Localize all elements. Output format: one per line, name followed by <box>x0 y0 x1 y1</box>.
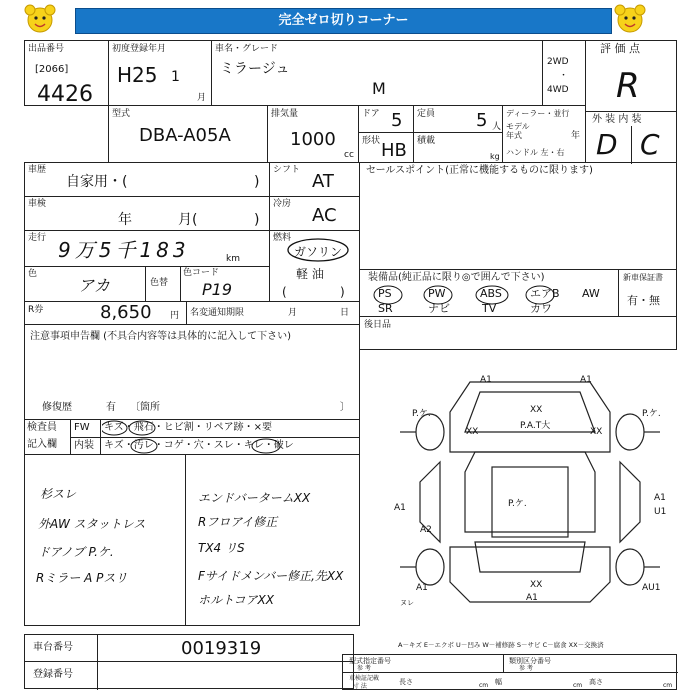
handnote-right-4: Fサイドメンバー修正,先XX <box>198 569 344 583</box>
load-label: 積載 <box>417 136 436 146</box>
fuel-paren: ( <box>282 285 287 299</box>
doors-value: 5 <box>391 110 403 131</box>
equip-abs: ABS <box>480 287 502 300</box>
handnote-right-1: エンドバータームXX <box>198 491 311 505</box>
equip-airbag: エアB <box>530 287 560 300</box>
drive-2wd: 2WD <box>547 57 569 67</box>
shift-label: シフト <box>273 165 301 175</box>
model-label: 型式 <box>112 109 131 119</box>
chassis-label: 車台番号 <box>33 642 73 653</box>
banner-title: 完全ゼロ切りコーナー <box>75 8 612 34</box>
width-unit: cm <box>573 682 583 689</box>
handnote-right-5: ホルトコアXX <box>198 593 274 607</box>
grade: M <box>372 79 386 98</box>
fuel-paren-close: ) <box>340 285 345 299</box>
warranty-value: 有・無 <box>627 294 660 307</box>
chassis-value: 0019319 <box>181 638 262 659</box>
repair-close: 〕 <box>340 402 350 413</box>
handnote-left-1: 杉スレ <box>40 487 77 501</box>
capacity-unit: 人 <box>492 122 502 132</box>
fw-row: キズ・飛石・ヒビ割・リペア跡・×要 <box>104 422 272 433</box>
shape-value: HB <box>381 140 407 161</box>
interior-label: 内装 <box>74 440 94 451</box>
displacement-value: 1000 <box>290 129 336 150</box>
color-value: アカ <box>78 276 110 295</box>
displacement-box <box>267 105 359 163</box>
inspection-year: 年 <box>118 212 132 228</box>
tax-unit: 円 <box>170 311 180 321</box>
equipment-box <box>359 269 619 317</box>
tax-label: R券 <box>28 305 44 315</box>
shape-box <box>358 132 414 163</box>
mark-a1-top-left: A1 <box>480 375 492 385</box>
sales-point-box <box>359 162 677 270</box>
legend: A－キズ E－エクボ U－凹み W－補修跡 S－サビ C－腐食 XX－交換済 <box>398 641 604 649</box>
mark-pk-fl: P.ケ. <box>412 409 431 419</box>
type-label: 型式指定番号 <box>349 657 391 665</box>
ac-value: AC <box>312 205 337 226</box>
reg-month: 1 <box>171 69 180 85</box>
handnote-left-4: Rミラー A Pスリ <box>36 571 128 585</box>
reg-year: H25 <box>117 63 158 87</box>
color-change-label: 色替 <box>150 278 169 288</box>
reg-box <box>24 661 354 689</box>
drive-4wd: 4WD <box>547 85 569 95</box>
history-label: 車歴 <box>28 165 47 175</box>
mark-pat: P.A.T大 <box>520 421 551 431</box>
chassis-box <box>24 634 354 662</box>
load-box <box>413 132 503 163</box>
cat-sub: 参 考 <box>519 665 533 672</box>
capacity-box <box>413 105 503 133</box>
notes-header: 注意事項申告欄 (不具合内容等は具体的に記入して下さい) <box>30 331 291 342</box>
expiry-month: 月 <box>288 308 298 318</box>
height-label: 高さ <box>589 678 603 686</box>
mascot-right <box>612 2 648 38</box>
warranty-box <box>618 269 677 317</box>
equip-leather: カワ <box>530 302 552 315</box>
lot-number: 4426 <box>37 82 93 107</box>
height-unit: cm <box>663 682 673 689</box>
mascot-left <box>22 2 58 38</box>
mark-xx-rear: XX <box>530 580 543 590</box>
mark-xx-hood: XX <box>530 405 543 415</box>
size-label1: 車検証記載 <box>349 675 380 682</box>
mark-xx-fl: XX <box>466 427 479 437</box>
length-label: 長さ <box>399 678 413 686</box>
model-year-label2: 年式 <box>506 131 522 140</box>
width-label: 幅 <box>495 678 502 686</box>
sales-point-header: セールスポイント(正常に機能するものに限ります) <box>366 165 593 176</box>
handnote-right-2: Rフロアイ修正 <box>198 515 278 529</box>
repair-place: 〔箇所 <box>130 402 160 413</box>
inspection-label: 車検 <box>28 199 47 209</box>
history-close: ) <box>254 174 260 190</box>
tax-value: 8,650 <box>100 302 152 323</box>
handnote-left-2: 外AW スタットレス <box>38 517 146 531</box>
lot-box <box>24 40 109 106</box>
dealer-box <box>502 105 586 163</box>
length-unit: cm <box>479 682 489 689</box>
color-code-label: 色コード <box>183 268 220 278</box>
car-name: ミラージュ <box>220 61 290 77</box>
model-value: DBA-A05A <box>139 125 231 146</box>
mark-a1-top-right: A1 <box>580 375 592 385</box>
mileage-unit: km <box>226 254 240 264</box>
mark-pk-roof: P.ケ. <box>508 499 527 509</box>
eval-box <box>585 40 677 112</box>
displacement-unit: cc <box>344 150 354 160</box>
first-reg-box <box>108 40 212 106</box>
mark-a1-right: A1 <box>654 493 666 503</box>
doors-box <box>358 105 414 133</box>
eval-label: 評 価 点 <box>600 42 640 55</box>
rear-seat-label: 後日品 <box>364 320 392 330</box>
inspection-month: 月( <box>178 212 198 228</box>
interior-row: キズ・汚レ・コゲ・穴・スレ・キレ・破レ <box>104 440 294 451</box>
inspection-close: ) <box>254 212 260 228</box>
handnotes-box <box>24 454 360 626</box>
shape-label: 形状 <box>362 136 381 146</box>
mark-au1-rr: AU1 <box>642 583 661 593</box>
ext-grade: D <box>596 128 618 161</box>
displacement-label: 排気量 <box>271 109 299 119</box>
color-label: 色 <box>28 269 38 279</box>
lot-label: 出品番号 <box>28 44 65 54</box>
equipment-header: 装備品(純正品に限り◎で囲んで下さい) <box>368 272 545 283</box>
doors-label: ドア <box>362 109 380 119</box>
handnote-left-3: ドアノブ P.ケ. <box>38 545 114 559</box>
equip-navi: ナビ <box>428 302 450 315</box>
mileage-value: 9万5千183 <box>58 238 190 262</box>
fuel-diesel: 軽 油 <box>296 267 324 281</box>
mark-a1-rear: A1 <box>526 593 538 603</box>
spec-footer-box <box>342 654 677 690</box>
repair-value: 有 <box>106 402 116 413</box>
equip-pw: PW <box>428 287 446 300</box>
fw-label: FW <box>74 422 90 433</box>
lot-sub: [2066] <box>35 64 69 75</box>
equip-sr: SR <box>378 302 393 315</box>
eval-score: R <box>616 66 640 106</box>
reg-label: 登録番号 <box>33 669 73 680</box>
drive-dot: ・ <box>559 71 569 81</box>
color-code: P19 <box>202 280 233 299</box>
drive-box <box>542 40 586 106</box>
size-label2: 寸 法 <box>353 683 367 690</box>
mark-nure: ヌレ <box>400 599 414 607</box>
mark-a2-left: A2 <box>420 525 432 535</box>
handle-label: ハンドル 左・右 <box>506 148 565 157</box>
repair-label: 修復歴 <box>42 402 72 413</box>
handnote-right-3: TX4 リS <box>198 541 245 555</box>
ext-int-label: 外 装 内 装 <box>592 114 642 125</box>
equip-ps: PS <box>378 287 392 300</box>
fuel-gas: ガソリン <box>294 245 343 259</box>
warranty-label: 新車保証書 <box>623 273 663 282</box>
mark-u1-right: U1 <box>654 507 667 517</box>
ext-int-box <box>585 111 677 163</box>
car-name-box <box>211 40 543 106</box>
fuel-circle-icon <box>286 236 350 264</box>
equip-aw: AW <box>582 287 600 300</box>
int-grade: C <box>640 128 660 161</box>
first-reg-label: 初度登録年月 <box>112 44 167 54</box>
mark-pk-fr: P.ケ. <box>642 409 661 419</box>
dealer-label: ディーラー・並行 <box>506 109 570 118</box>
inspector-label2: 記入欄 <box>27 439 57 450</box>
expiry-label: 名変通知期限 <box>190 308 245 318</box>
rear-seat-box <box>359 316 677 350</box>
type-sub: 参 考 <box>357 665 371 672</box>
mark-a1-rl: A1 <box>416 583 428 593</box>
shift-value: AT <box>312 171 334 192</box>
ac-label: 冷房 <box>273 199 292 209</box>
inspector-label1: 検査員 <box>27 422 57 433</box>
mark-a1-left: A1 <box>394 503 406 513</box>
expiry-day: 日 <box>340 308 350 318</box>
history-value: 自家用・( <box>66 174 128 190</box>
mileage-label: 走行 <box>28 233 47 243</box>
load-unit: kg <box>490 152 500 161</box>
fuel-label: 燃料 <box>273 233 292 243</box>
model-year-label1: モデル <box>506 122 530 131</box>
inspector-circles-icon <box>102 419 352 455</box>
year-unit: 年 <box>571 131 581 141</box>
equip-circles-icon <box>360 284 580 306</box>
car-diagram <box>380 372 680 612</box>
mark-xx-fr: XX <box>590 427 603 437</box>
equip-tv: TV <box>482 302 497 315</box>
capacity-label: 定員 <box>417 109 436 119</box>
car-name-label: 車名・グレード <box>215 44 279 54</box>
month-unit: 月 <box>197 93 207 103</box>
model-box <box>108 105 268 163</box>
cat-label: 類別区分番号 <box>509 657 551 665</box>
capacity-value: 5 <box>476 110 488 131</box>
